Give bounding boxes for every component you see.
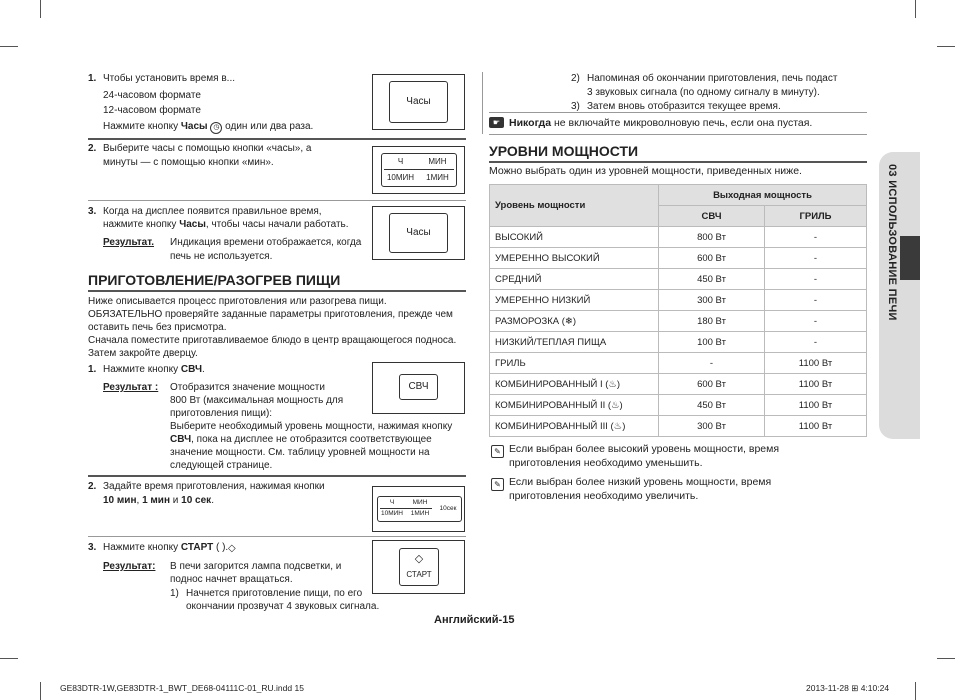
microwave-cell: - — [659, 353, 765, 374]
10min-button[interactable]: 10МИН — [386, 173, 415, 182]
1min-button[interactable]: 1МИН — [426, 173, 449, 182]
warning-text: Никогда не включайте микроволновую печь, если она пустая. — [509, 117, 813, 129]
table-row — [490, 353, 867, 374]
step2-line2: минуты — с помощью кнопки «мин». — [103, 157, 274, 168]
section-divider — [88, 290, 466, 292]
note3-line1: Затем вновь отобразится текущее время. — [587, 101, 781, 112]
warning-hand-icon: ☛ — [489, 117, 504, 128]
start-diamond-icon: ◇ — [228, 543, 236, 554]
display-panel — [372, 540, 465, 594]
crop-mark — [937, 658, 955, 659]
crop-mark — [915, 682, 916, 700]
note2-line1: Если выбран более низкий уровень мощности, время — [509, 476, 772, 488]
step-number: 1. — [88, 364, 97, 375]
table-row — [490, 290, 867, 311]
cook-step1-r5: СВЧ, пока на дисплее не отобразится соответствующее — [170, 434, 432, 445]
10min-button[interactable]: 10МИН — [380, 510, 403, 517]
grill-cell: - — [765, 311, 867, 332]
level-cell: КОМБИНИРОВАННЫЙ III (♨) — [490, 416, 659, 437]
step1-line4: Нажмите кнопку Часы ◷ один или два раза. — [103, 121, 314, 132]
1min-button[interactable]: 1МИН — [410, 510, 430, 517]
clock-icon: ◷ — [210, 122, 222, 134]
start-label: СТАРТ — [406, 570, 432, 579]
microwave-cell: 450 Вт — [659, 269, 765, 290]
grill-cell: - — [765, 290, 867, 311]
section-divider — [88, 475, 466, 477]
microwave-cell: 180 Вт — [659, 311, 765, 332]
level-cell: УМЕРЕННО НИЗКИЙ — [490, 290, 659, 311]
grill-cell: - — [765, 332, 867, 353]
cook-p3: оставить печь без присмотра. — [88, 322, 227, 333]
cook-step3: Нажмите кнопку СТАРТ ( ). ◇ — [103, 542, 236, 554]
start-button[interactable] — [399, 548, 439, 586]
microwave-cell: 300 Вт — [659, 290, 765, 311]
crop-mark — [0, 658, 18, 659]
microwave-cell: 450 Вт — [659, 395, 765, 416]
level-cell: НИЗКИЙ/ТЕПЛАЯ ПИЩА — [490, 332, 659, 353]
header-grill: ГРИЛЬ — [765, 206, 867, 227]
note-number: 2) — [571, 73, 580, 84]
min-label: МИН — [428, 157, 447, 166]
level-cell: КОМБИНИРОВАННЫЙ II (♨) — [490, 395, 659, 416]
crop-mark — [937, 46, 955, 47]
note1-line2: приготовления необходимо уменьшить. — [509, 457, 703, 469]
grill-cell: 1100 Вт — [765, 395, 867, 416]
divider — [489, 112, 867, 113]
hour-label: Ч — [397, 157, 404, 166]
display-panel — [372, 362, 465, 414]
start-diamond-icon: ◇ — [414, 553, 424, 565]
step-number: 3. — [88, 542, 97, 553]
cook-step3-sub2: окончании прозвучат 4 звуковых сигнала. — [186, 601, 380, 612]
result-label: Результат: — [103, 561, 156, 572]
cook-p5: Затем закройте дверцу. — [88, 348, 198, 359]
column-divider — [482, 72, 483, 134]
step3-result1: Индикация времени отображается, когда — [170, 237, 362, 248]
microwave-cell: 300 Вт — [659, 416, 765, 437]
footer-file: GE83DTR-1W,GE83DTR-1_BWT_DE68-04111C-01_RU.indd 15 — [60, 683, 304, 693]
crop-mark — [0, 46, 18, 47]
cook-step2-line1: Задайте время приготовления, нажимая кнопки — [103, 481, 325, 492]
page-label: Английский-15 — [434, 614, 515, 626]
power-subtitle: Можно выбрать один из уровней мощности, приведенных ниже. — [489, 165, 802, 177]
time-buttons — [381, 153, 457, 187]
header-microwave: СВЧ — [659, 206, 765, 227]
crop-mark — [40, 0, 41, 18]
note-number: 3) — [571, 101, 580, 112]
cook-step1-r6: значение мощности. См. таблицу уровней мощности на — [170, 447, 430, 458]
clock-button[interactable]: Часы — [389, 81, 448, 123]
microwave-cell: 100 Вт — [659, 332, 765, 353]
grill-cell: - — [765, 227, 867, 248]
level-cell: УМЕРЕННО ВЫСОКИЙ — [490, 248, 659, 269]
result-label: Результат. — [103, 237, 155, 248]
divider — [88, 536, 466, 537]
cook-step1-r4: Выберите необходимый уровень мощности, нажимая кнопку — [170, 421, 453, 432]
cook-step3-r1: В печи загорится лампа подсветки, и — [170, 561, 342, 572]
note-icon: ✎ — [491, 478, 504, 491]
table-row — [490, 248, 867, 269]
divider — [88, 200, 466, 201]
level-cell: ВЫСОКИЙ — [490, 227, 659, 248]
sub-number: 1) — [170, 588, 179, 599]
display-panel — [372, 146, 465, 194]
grill-cell: - — [765, 248, 867, 269]
min-label: МИН — [412, 499, 428, 506]
cook-step1-r1: Отобразится значение мощности — [170, 382, 325, 393]
note-icon: ✎ — [491, 445, 504, 458]
cook-step2-line2: 10 мин, 1 мин и 10 сек. — [103, 495, 214, 506]
grill-cell: 1100 Вт — [765, 416, 867, 437]
cook-step1-r3: приготовления пищи): — [170, 408, 273, 419]
cook-p4: Сначала поместите приготавливаемое блюдо в центр вращающегося подноса. — [88, 335, 457, 346]
step1-line2: 24-часовом формате — [103, 90, 201, 101]
clock-button[interactable]: Часы — [389, 213, 448, 253]
divider — [489, 134, 867, 135]
footer-date: 2013-11-28 ⊞ 4:10:24 — [806, 683, 890, 693]
table-row — [490, 416, 867, 437]
microwave-cell: 800 Вт — [659, 227, 765, 248]
header-output: Выходная мощность — [659, 185, 867, 206]
level-cell: ГРИЛЬ — [490, 353, 659, 374]
level-cell: РАЗМОРОЗКА (❄) — [490, 311, 659, 332]
cook-step1-r2: 800 Вт (максимальная мощность для — [170, 395, 344, 406]
level-cell: КОМБИНИРОВАННЫЙ I (♨) — [490, 374, 659, 395]
cook-step1-r7: следующей странице. — [170, 460, 273, 471]
chapter-tab-label: 03 ИСПОЛЬЗОВАНИЕ ПЕЧИ — [886, 164, 898, 321]
time-buttons — [377, 496, 462, 522]
step-number: 2. — [88, 481, 97, 492]
step-number: 3. — [88, 206, 97, 217]
step3-line2: нажмите кнопку Часы, чтобы часы начали работать. — [103, 219, 349, 230]
cook-step1: Нажмите кнопку СВЧ. — [103, 364, 205, 375]
crop-mark — [40, 682, 41, 700]
section-title: УРОВНИ МОЩНОСТИ — [489, 143, 639, 159]
step3-line1: Когда на дисплее появится правильное время, — [103, 206, 322, 217]
cook-step3-sub1: Начнется приготовление пищи, по его — [186, 588, 363, 599]
note2-line1: Напоминая об окончании приготовления, печь подаст — [587, 73, 838, 84]
microwave-cell: 600 Вт — [659, 374, 765, 395]
grill-cell: 1100 Вт — [765, 353, 867, 374]
step-number: 2. — [88, 143, 97, 154]
crop-mark — [915, 0, 916, 18]
table-row — [490, 227, 867, 248]
cook-step3-r2: поднос начнет вращаться. — [170, 574, 293, 585]
display-panel — [372, 74, 465, 130]
microwave-cell: 600 Вт — [659, 248, 765, 269]
result-label: Результат : — [103, 382, 159, 393]
table-row — [490, 332, 867, 353]
section-title: ПРИГОТОВЛЕНИЕ/РАЗОГРЕВ ПИЩИ — [88, 272, 341, 288]
step2-line1: Выберите часы с помощью кнопки «часы», а — [103, 143, 312, 154]
note2-line2: 3 звуковых сигнала (по одному сигналу в минуту). — [587, 87, 820, 98]
table-row — [490, 395, 867, 416]
grill-cell: - — [765, 269, 867, 290]
display-panel — [372, 486, 465, 532]
step1-line3: 12-часовом формате — [103, 105, 201, 116]
cook-p2: ОБЯЗАТЕЛЬНО проверяйте заданные параметры приготовления, прежде чем — [88, 309, 453, 320]
table-row — [490, 311, 867, 332]
microwave-button[interactable]: СВЧ — [399, 374, 438, 400]
power-levels-table — [489, 184, 867, 437]
table-row — [490, 374, 867, 395]
note2-line2: приготовления необходимо увеличить. — [509, 490, 699, 502]
section-divider — [489, 161, 867, 163]
10sec-button[interactable]: 10сек — [439, 505, 457, 512]
step1-line1: Чтобы установить время в... — [103, 73, 236, 84]
cook-p1: Ниже описывается процесс приготовления или разогрева пищи. — [88, 296, 387, 307]
grill-cell: 1100 Вт — [765, 374, 867, 395]
note1-line1: Если выбран более высокий уровень мощности, время — [509, 443, 780, 455]
step3-result2: печь не используется. — [170, 251, 273, 262]
section-divider — [88, 138, 466, 140]
step-number: 1. — [88, 73, 97, 84]
table-row — [490, 269, 867, 290]
hour-label: Ч — [389, 499, 395, 506]
display-panel — [372, 206, 465, 260]
header-level: Уровень мощности — [490, 185, 659, 227]
level-cell: СРЕДНИЙ — [490, 269, 659, 290]
